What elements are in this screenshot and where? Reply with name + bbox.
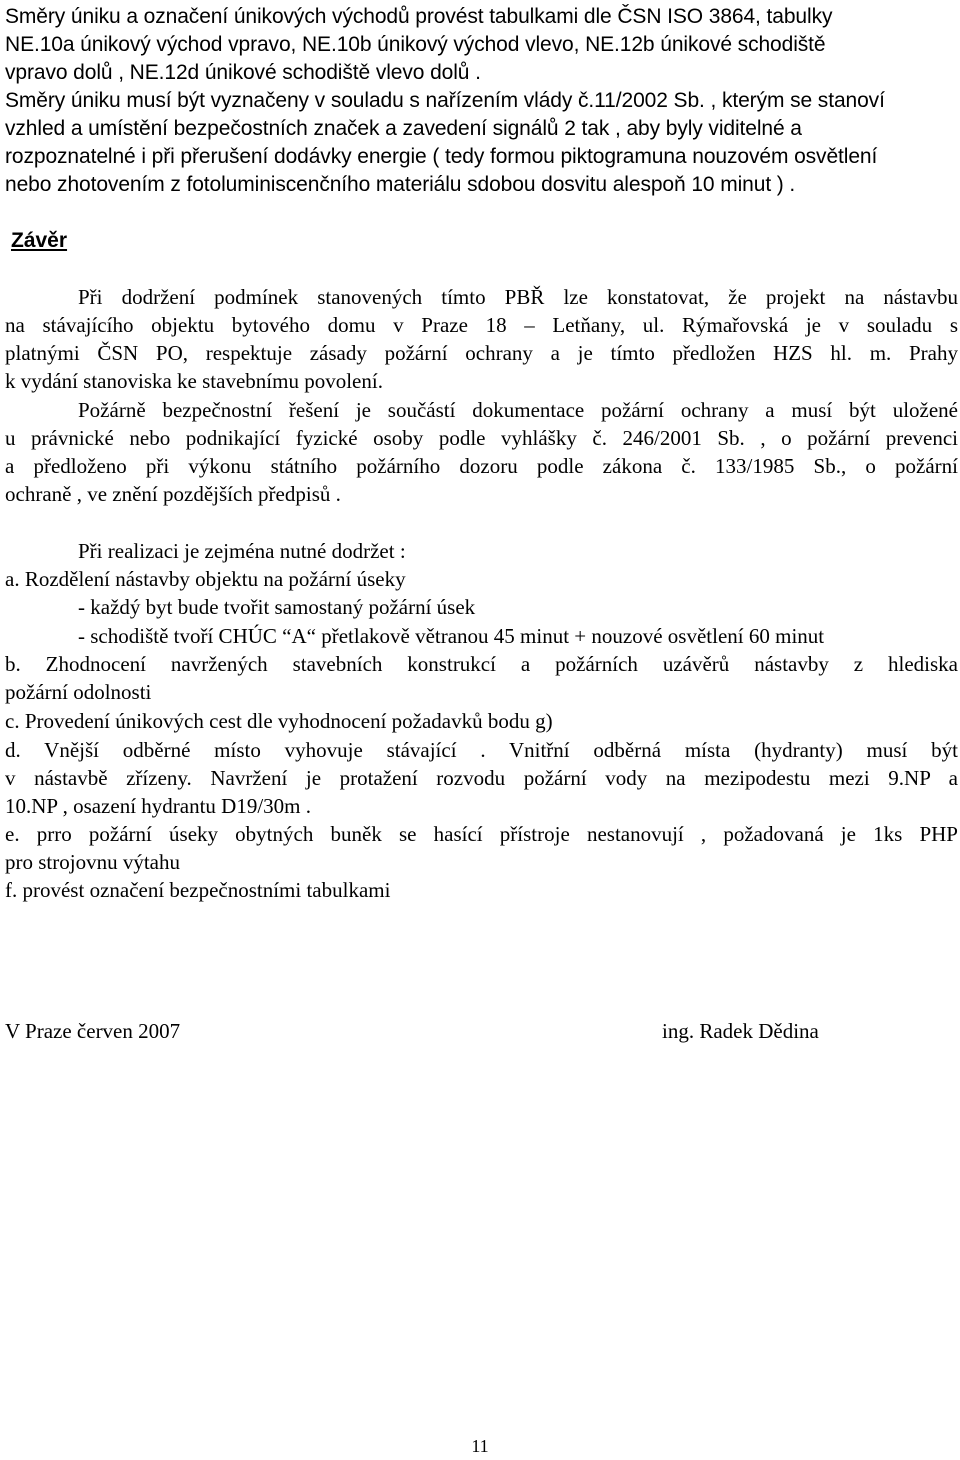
section-heading-text: Závěr — [11, 229, 68, 252]
list-item: v nástavbě zřízeny. Navržení je protažení rozvodu požární vody na mezipodestu mezi 9.NP a — [5, 766, 958, 790]
list-item: a. Rozdělení nástavby objektu na požární úseky — [5, 567, 406, 591]
list-item: - schodiště tvoří CHÚC “A“ přetlakově větranou 45 minut + nouzové osvětlení 60 minut — [78, 624, 825, 648]
text-line: u právnické nebo podnikající fyzické osoby podle vyhlášky č. 246/2001 Sb. , o požární prevenci — [5, 426, 958, 450]
text-line: Směry úniku musí být vyznačeny v souladu s nařízením vlády č.11/2002 Sb. , kterým se stanoví — [5, 89, 885, 112]
requirements-intro: Při realizaci je zejména nutné dodržet : — [78, 539, 406, 563]
text-line: a předloženo při výkonu státního požárního dozoru podle zákona č. 133/1985 Sb., o požární — [5, 454, 958, 478]
list-item: b. Zhodnocení navržených stavebních konstrukcí a požárních uzávěrů nástavby z hlediska — [5, 652, 958, 676]
text-line: platnými ČSN PO, respektuje zásady požární ochrany a je tímto předložen HZS hl. m. Prahy — [5, 341, 958, 365]
list-item: pro strojovnu výtahu — [5, 850, 180, 874]
text-line: nebo zhotovením z fotoluminiscenčního materiálu sdobou dosvitu alespoň 10 minut ) . — [5, 173, 796, 196]
text-line: ochraně , ve znění pozdějších předpisů . — [5, 482, 341, 506]
author-name: ing. Radek Dědina — [662, 1019, 819, 1043]
text-line: na stávajícího objektu bytového domu v Praze 18 – Letňany, ul. Rýmařovská je v souladu s — [5, 313, 958, 337]
text-line: Směry úniku a označení únikových východů provést tabulkami dle ČSN ISO 3864, tabulky — [5, 5, 833, 28]
list-item: 10.NP , osazení hydrantu D19/30m . — [5, 794, 312, 818]
list-item: f. provést označení bezpečnostními tabulkami — [5, 878, 391, 902]
list-item: d. Vnější odběrné místo vyhovuje stávající . Vnitřní odběrná místa (hydranty) musí být — [5, 738, 958, 762]
text-line: vpravo dolů , NE.12d únikové schodiště vlevo dolů . — [5, 61, 481, 84]
text-line: NE.10a únikový východ vpravo, NE.10b únikový východ vlevo, NE.12b únikové schodiště — [5, 33, 826, 56]
text-line: Při dodržení podmínek stanovených tímto PBŘ lze konstatovat, že projekt na nástavbu — [78, 285, 958, 309]
text-line: vzhled a umístění bezpečostních značek a zavedení signálů 2 tak , aby byly viditelné a — [5, 117, 802, 140]
list-item: c. Provedení únikových cest dle vyhodnocení požadavků bodu g) — [5, 709, 553, 733]
section-heading — [5, 227, 67, 255]
list-item: - každý byt bude tvořit samostaný požární úsek — [78, 595, 476, 619]
text-line: k vydání stanoviska ke stavebnímu povolení. — [5, 369, 383, 393]
text-line: rozpoznatelné i při přerušení dodávky energie ( tedy formou piktogramuna nouzovém osvětlení — [5, 145, 878, 168]
list-item: e. prro požární úseky obytných buněk se hasící přístroje nestanovují , požadovaná je 1ks PHP — [5, 822, 958, 846]
text-line: Požárně bezpečnostní řešení je součástí dokumentace požární ochrany a musí být uložené — [78, 398, 958, 422]
list-item: požární odolnosti — [5, 680, 152, 704]
page-number: 11 — [471, 1436, 489, 1456]
place-date: V Praze červen 2007 — [5, 1019, 181, 1043]
